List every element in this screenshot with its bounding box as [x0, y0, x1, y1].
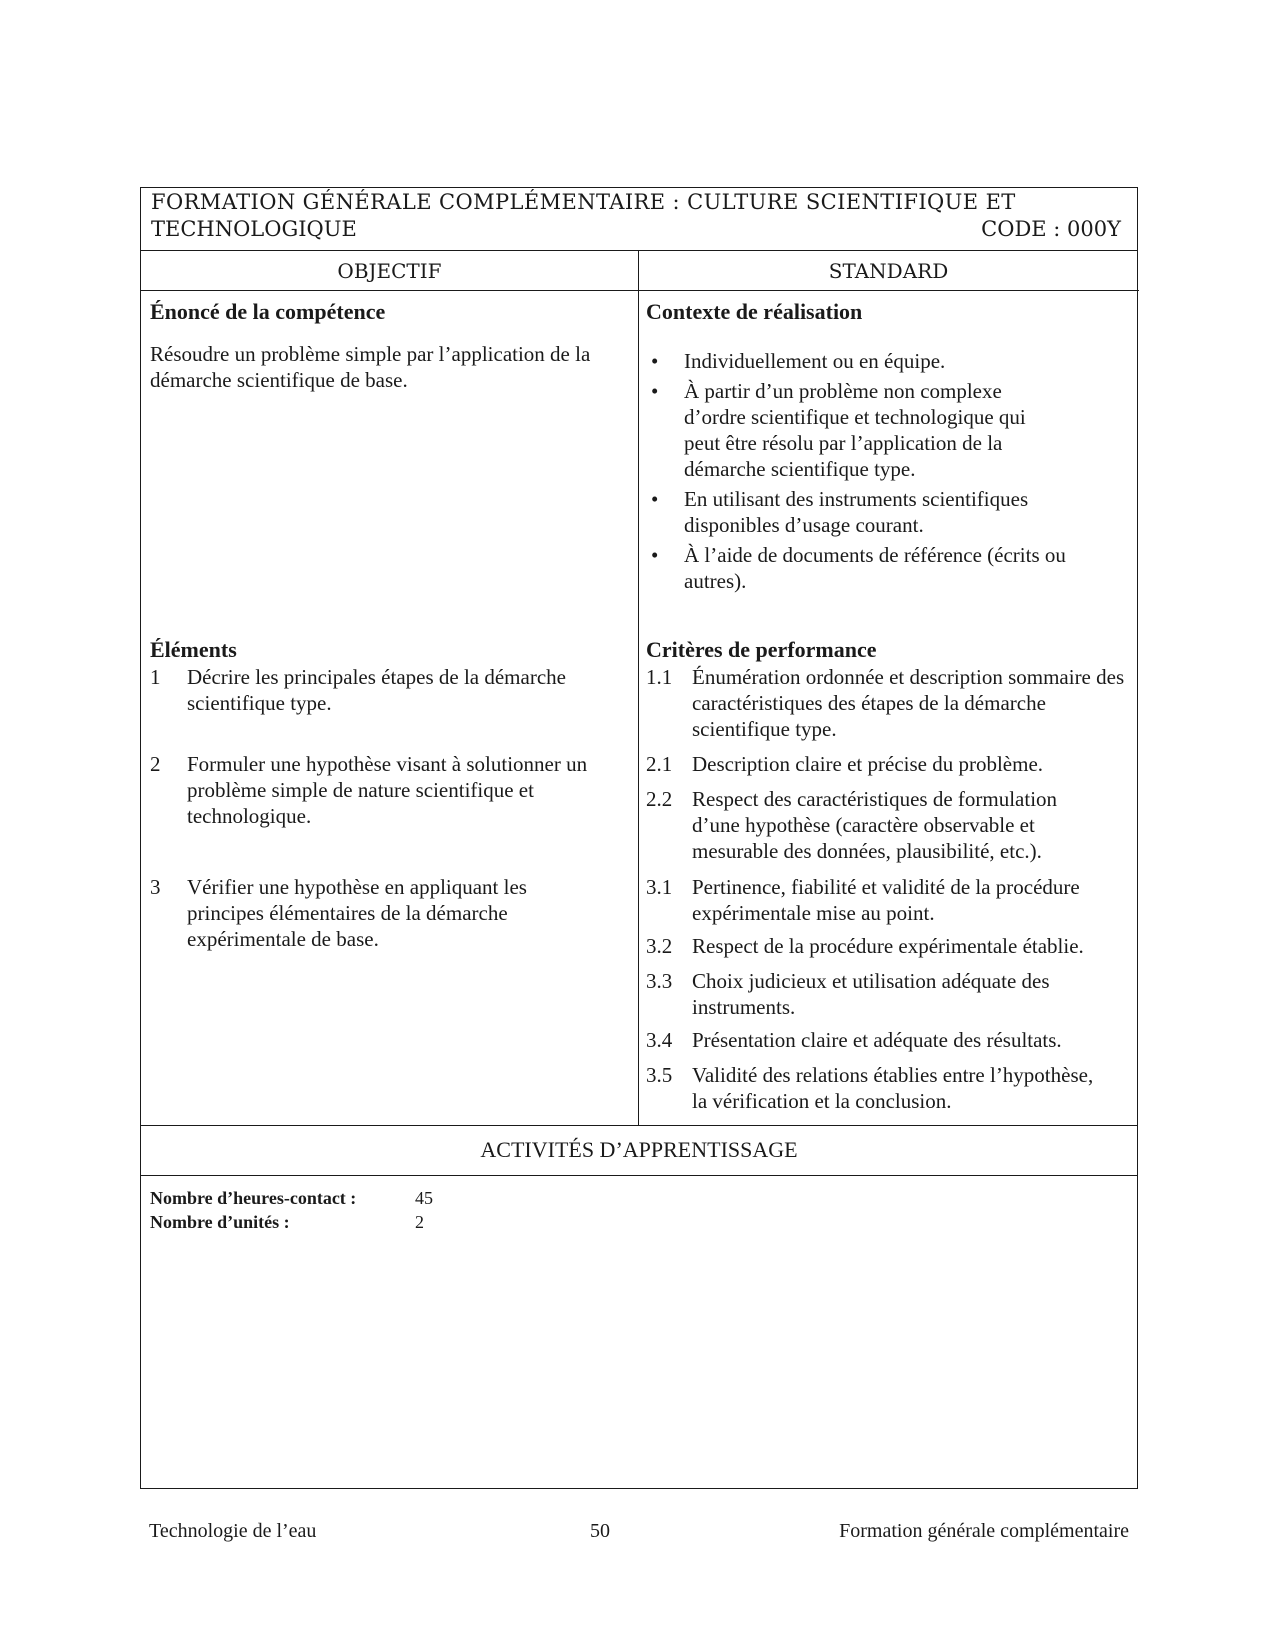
- table-header: [141, 188, 1137, 251]
- hours-value: 45: [415, 1188, 433, 1208]
- criterion-item: 3.5 Validité des relations établies entre l’hypothèse, la vérification et la conclusion.: [646, 1063, 1094, 1113]
- footer-right: Formation générale complémentaire: [839, 1520, 1129, 1542]
- criterion-item: 2.2 Respect des caractéristiques de formulation d’une hypothèse (caractère observable et mesurable des données, plausibilité, etc.).: [646, 787, 1058, 863]
- elements-title: Éléments: [150, 637, 237, 662]
- units-label: Nombre d’unités :: [150, 1212, 290, 1232]
- list-item: • En utilisant des instruments scientifiques disponibles d’usage courant.: [651, 487, 1029, 537]
- criterion-item: 3.4 Présentation claire et adéquate des résultats.: [646, 1028, 1062, 1052]
- page-number: 50: [590, 1520, 610, 1542]
- element-item: 1 Décrire les principales étapes de la démarche scientifique type.: [150, 665, 566, 715]
- bullet-icon: •: [651, 349, 659, 373]
- competence-text: Résoudre un problème simple par l’application de la démarche scientifique de base.: [150, 342, 591, 392]
- element-item: 3 Vérifier une hypothèse en appliquant les principes élémentaires de la démarche expérimentale de base.: [150, 875, 527, 951]
- header-title-line1: FORMATION GÉNÉRALE COMPLÉMENTAIRE : CULTURE SCIENTIFIQUE ET: [151, 190, 1016, 214]
- competency-table: [140, 187, 1138, 1489]
- activities-title: ACTIVITÉS D’APPRENTISSAGE: [141, 1125, 1137, 1176]
- context-title: Contexte de réalisation: [646, 299, 863, 324]
- criterion-item: 1.1 Énumération ordonnée et description sommaire des caractéristiques des étapes de la démarche scientifique type.: [646, 665, 1125, 741]
- column-header-standard: STANDARD: [638, 251, 1139, 291]
- element-item: 2 Formuler une hypothèse visant à solutionner un problème simple de nature scientifique et technologique.: [150, 752, 588, 828]
- context-list: [646, 348, 1116, 598]
- list-item: • À l’aide de documents de référence (écrits ou autres).: [651, 543, 1066, 593]
- bullet-icon: •: [651, 487, 659, 511]
- column-header-objectif: OBJECTIF: [141, 251, 638, 291]
- bullet-icon: •: [651, 379, 659, 403]
- criterion-item: 3.1 Pertinence, fiabilité et validité de la procédure expérimentale mise au point.: [646, 875, 1080, 925]
- criteria-title: Critères de performance: [646, 637, 877, 662]
- competence-title: Énoncé de la compétence: [150, 299, 386, 324]
- units-value: 2: [415, 1212, 424, 1232]
- criterion-item: 3.2 Respect de la procédure expérimentale établie.: [646, 934, 1084, 958]
- list-item: • À partir d’un problème non complexe d’ordre scientifique et technologique qui peut être résolu par l’application de la démarche scientifique type.: [651, 379, 1026, 481]
- list-item: • Individuellement ou en équipe.: [651, 349, 946, 373]
- hours-label: Nombre d’heures-contact :: [150, 1188, 357, 1208]
- criterion-item: 3.3 Choix judicieux et utilisation adéquate des instruments.: [646, 969, 1050, 1019]
- criterion-item: 2.1 Description claire et précise du problème.: [646, 752, 1044, 776]
- header-code: CODE : 000Y: [981, 217, 1121, 241]
- bullet-icon: •: [651, 543, 659, 567]
- footer-left: Technologie de l’eau: [149, 1520, 317, 1542]
- column-divider: [638, 251, 639, 1125]
- header-title-line2: TECHNOLOGIQUE: [151, 217, 357, 241]
